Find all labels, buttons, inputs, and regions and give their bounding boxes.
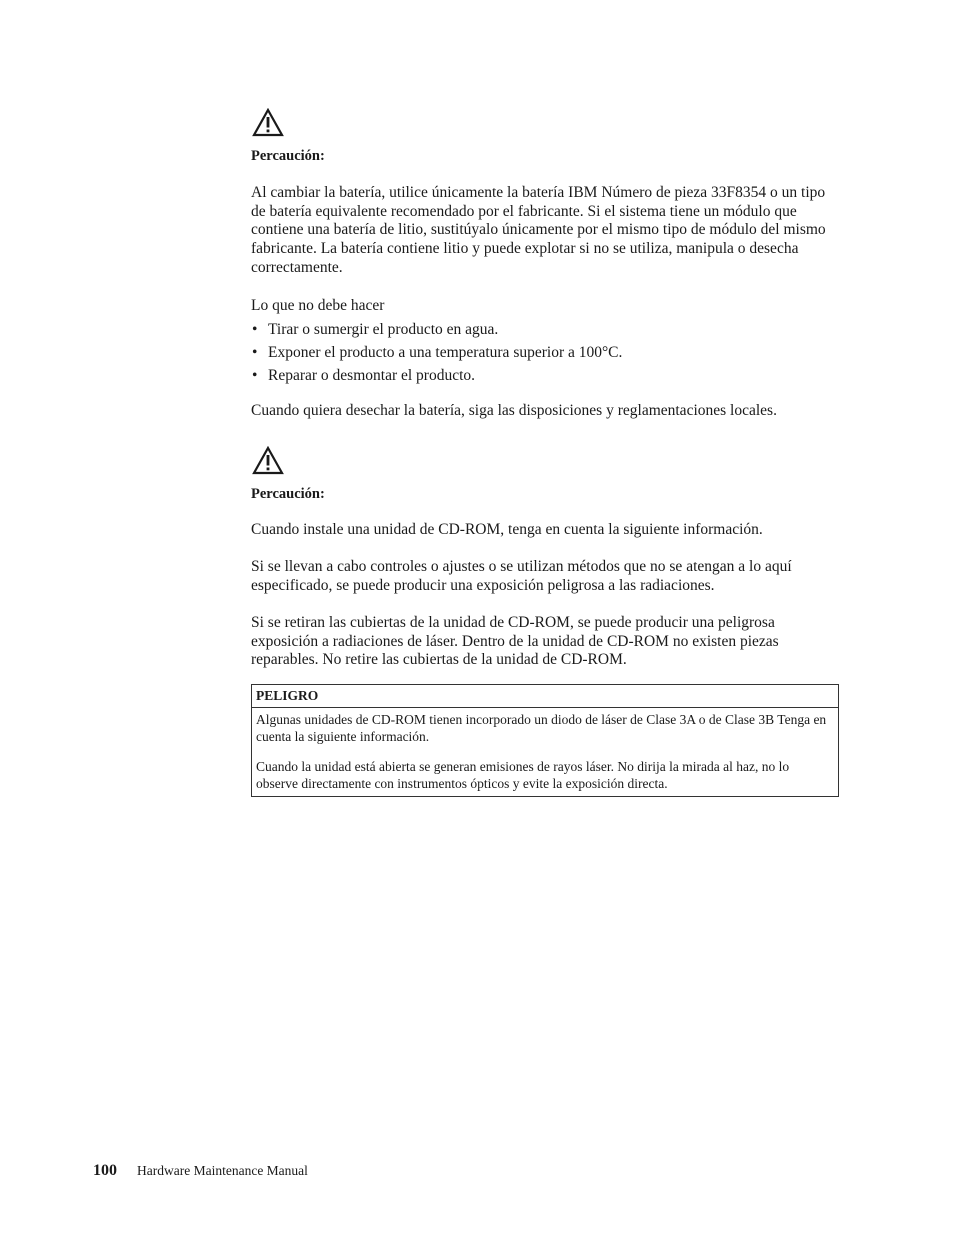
list-item: • Tirar o sumergir el producto en agua. — [252, 320, 499, 338]
controls-warning-text: Si se llevan a cabo controles o ajustes o se utilizan métodos que no se atengan a lo aquí especificado, se puede producir una exposición peligrosa a las radiaciones. — [251, 558, 792, 594]
danger-heading: PELIGRO — [252, 685, 838, 708]
do-not-list — [251, 318, 841, 387]
page-number: 100 — [93, 1162, 117, 1179]
danger-text-1: Algunas unidades de CD-ROM tienen incorporado un diodo de láser de Clase 3A o de Clase 3B Tenga en cuenta la siguiente información. — [256, 712, 827, 745]
warning-triangle-icon — [252, 108, 284, 138]
page-footer — [93, 1162, 308, 1180]
danger-notice-box — [251, 684, 839, 797]
page-content — [251, 108, 841, 797]
warning-triangle-icon — [252, 446, 284, 476]
danger-text-2: Cuando la unidad está abierta se generan emisiones de rayos láser. No dirija la mirada al haz, no lo observe directamente con instrumentos ópticos y evite la exposición directa. — [256, 759, 790, 792]
disposal-text: Cuando quiera desechar la batería, siga las disposiciones y reglamentaciones locales. — [251, 401, 777, 419]
caution-label: Percaución: — [251, 148, 325, 164]
list-item: • Exponer el producto a una temperatura superior a 100°C. — [252, 343, 623, 361]
danger-body — [252, 708, 838, 796]
list-intro: Lo que no debe hacer — [251, 296, 385, 314]
covers-warning-text: Si se retiran las cubiertas de la unidad de CD-ROM, se puede producir una peligrosa exposición a radiaciones de láser. Dentro de la unidad de CD-ROM no existen piezas reparables. No retire las cubiertas de la unidad de CD-ROM. — [251, 613, 779, 669]
battery-caution-text: Al cambiar la batería, utilice únicamente la batería IBM Número de pieza 33F8354 o un tipo de batería equivalente recomendado por el fabricante. Si el sistema tiene un módulo que contiene una batería de litio, sustitúyalo únicamente por el mismo tipo de módulo del mismo fabricante. La batería contiene litio y puede explotar si no se utiliza, manipula o desecha correctamente. — [251, 183, 826, 276]
list-item: • Reparar o desmontar el producto. — [252, 366, 476, 384]
manual-title: Hardware Maintenance Manual — [137, 1163, 308, 1178]
caution-label: Percaución: — [251, 485, 325, 502]
cdrom-intro-text: Cuando instale una unidad de CD-ROM, tenga en cuenta la siguiente información. — [251, 521, 763, 539]
